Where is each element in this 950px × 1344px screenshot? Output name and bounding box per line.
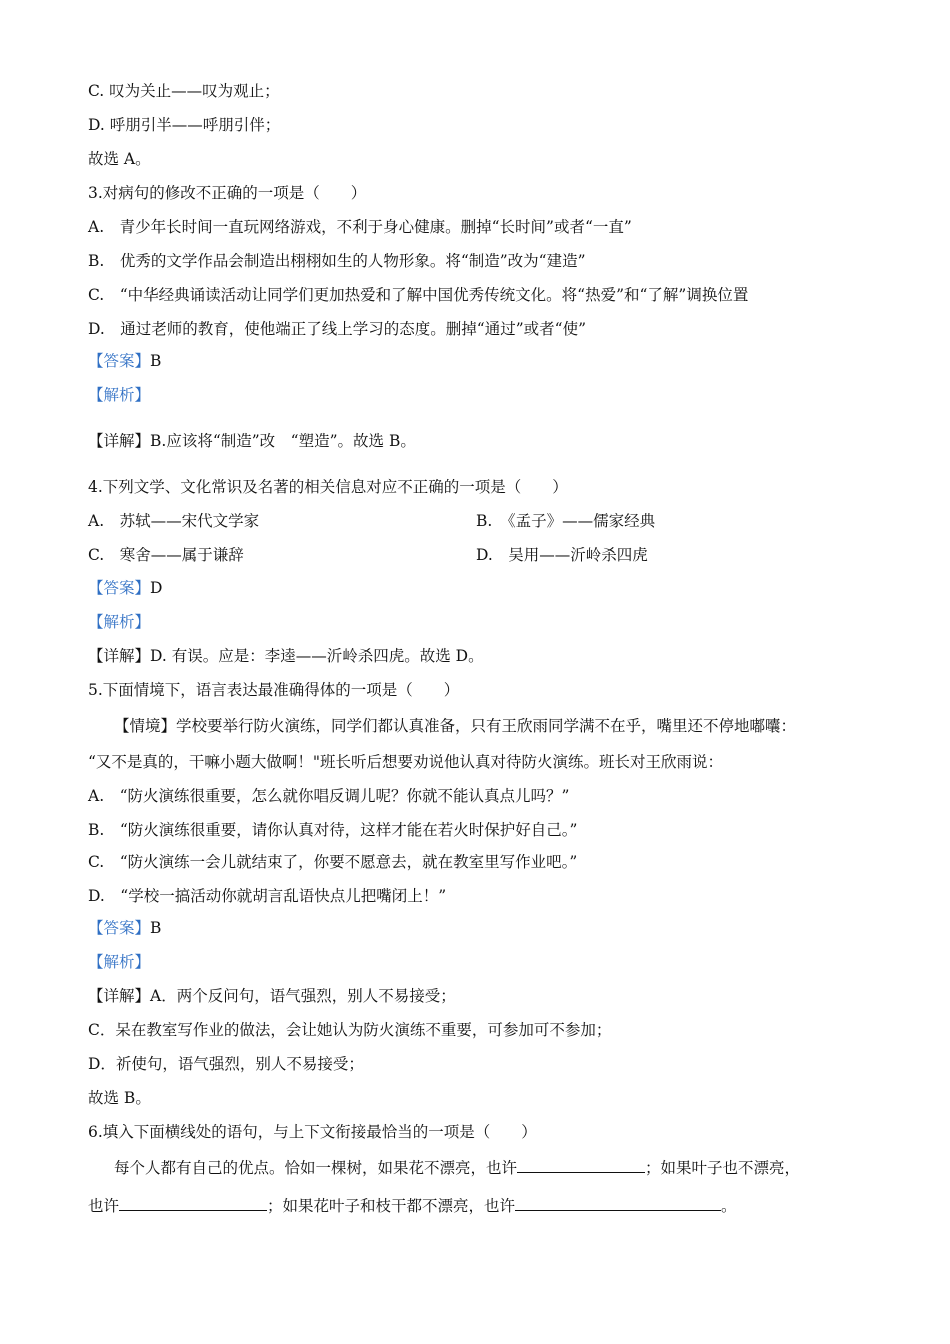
q5-analysis-tag: 【解析】: [88, 953, 151, 971]
answer-value: D: [150, 579, 163, 597]
q6-passage-line-2: [88, 1196, 737, 1216]
q6-passage-line-1: [114, 1158, 800, 1178]
passage-text: ；如果叶子也不漂亮，: [645, 1159, 801, 1177]
question-3-stem: 3.对病句的修改不正确的一项是（ ）: [88, 184, 367, 202]
q4-option-d: D. 吴用——沂岭杀四虎: [476, 546, 648, 564]
answer-value: B: [150, 919, 162, 937]
q5-detail-1: 【详解】A．两个反问句，语气强烈，别人不易接受；: [88, 987, 456, 1005]
q5-option-b: B. “防火演练很重要，请你认真对待，这样才能在若火时保护好自己。”: [88, 821, 578, 839]
q5-context-line-1: 【情境】学校要举行防火演练，同学们都认真准备，只有王欣雨同学满不在乎，嘴里还不停地嘟囔：: [114, 717, 797, 735]
question-6-stem: 6.填入下面横线处的语句，与上下文衔接最恰当的一项是（ ）: [88, 1123, 537, 1141]
passage-text: 每个人都有自己的优点。恰如一棵树，如果花不漂亮，也许: [114, 1159, 518, 1177]
fill-blank-2: [119, 1196, 267, 1211]
q4-answer: [88, 578, 162, 598]
q3-analysis-tag: 【解析】: [88, 386, 151, 404]
passage-text: 。: [721, 1197, 737, 1215]
answer-tag: 【答案】: [88, 352, 151, 370]
question-4-stem: 4.下列文学、文化常识及名著的相关信息对应不正确的一项是（ ）: [88, 478, 568, 496]
q4-option-b: B. 《孟子》——儒家经典: [476, 512, 656, 530]
answer-value: B: [150, 352, 162, 370]
fill-blank-3: [515, 1196, 721, 1211]
conclusion-line: 故选 A。: [88, 150, 151, 168]
q5-option-d: D. “学校一搞活动你就胡言乱语快点儿把嘴闭上！”: [88, 887, 447, 905]
q5-detail-3: D．祈使句，语气强烈，别人不易接受；: [88, 1055, 364, 1073]
q3-option-b: B. 优秀的文学作品会制造出栩栩如生的人物形象。将“制造”改为“建造”: [88, 252, 586, 270]
q3-option-a: A. 青少年长时间一直玩网络游戏，不利于身心健康。删掉“长时间”或者“一直”: [88, 218, 632, 236]
answer-tag: 【答案】: [88, 919, 151, 937]
q5-option-a: A. “防火演练很重要，怎么就你唱反调儿呢？你就不能认真点儿吗？”: [88, 787, 570, 805]
q4-detail: 【详解】D. 有误。应是：李逵——沂岭杀四虎。故选 D。: [88, 647, 484, 665]
q4-option-c: C. 寒舍——属于谦辞: [88, 546, 244, 564]
option-line: D. 呼朋引半——呼朋引伴；: [88, 116, 281, 134]
q5-detail-4: 故选 B。: [88, 1089, 151, 1107]
q3-option-c: C. “中华经典诵读活动让同学们更加热爱和了解中国优秀传统文化。将“热爱”和“了解”调换位置: [88, 286, 749, 304]
q4-analysis-tag: 【解析】: [88, 613, 151, 631]
q3-option-d: D. 通过老师的教育，使他端正了线上学习的态度。删掉“通过”或者“使”: [88, 320, 587, 338]
q4-option-a: A. 苏轼——宋代文学家: [88, 512, 260, 530]
q5-answer: [88, 918, 161, 938]
q3-answer: [88, 351, 161, 371]
option-line: C. 叹为关止——叹为观止；: [88, 82, 280, 100]
q3-detail: 【详解】B.应该将“制造”改 “塑造”。故选 B。: [88, 432, 416, 450]
passage-text: ；如果花叶子和枝干都不漂亮，也许: [267, 1197, 516, 1215]
q5-context-line-2: “又不是真的，干嘛小题大做啊！"班长听后想要劝说他认真对待防火演练。班长对王欣雨说：: [88, 753, 724, 771]
answer-tag: 【答案】: [88, 579, 151, 597]
question-5-stem: 5.下面情境下，语言表达最准确得体的一项是（ ）: [88, 681, 460, 699]
passage-text: 也许: [88, 1197, 120, 1215]
q5-option-c: C. “防火演练一会儿就结束了，你要不愿意去，就在教室里写作业吧。”: [88, 853, 578, 871]
fill-blank-1: [517, 1158, 645, 1173]
q5-detail-2: C．呆在教室写作业的做法，会让她认为防火演练不重要，可参加可不参加；: [88, 1021, 612, 1039]
